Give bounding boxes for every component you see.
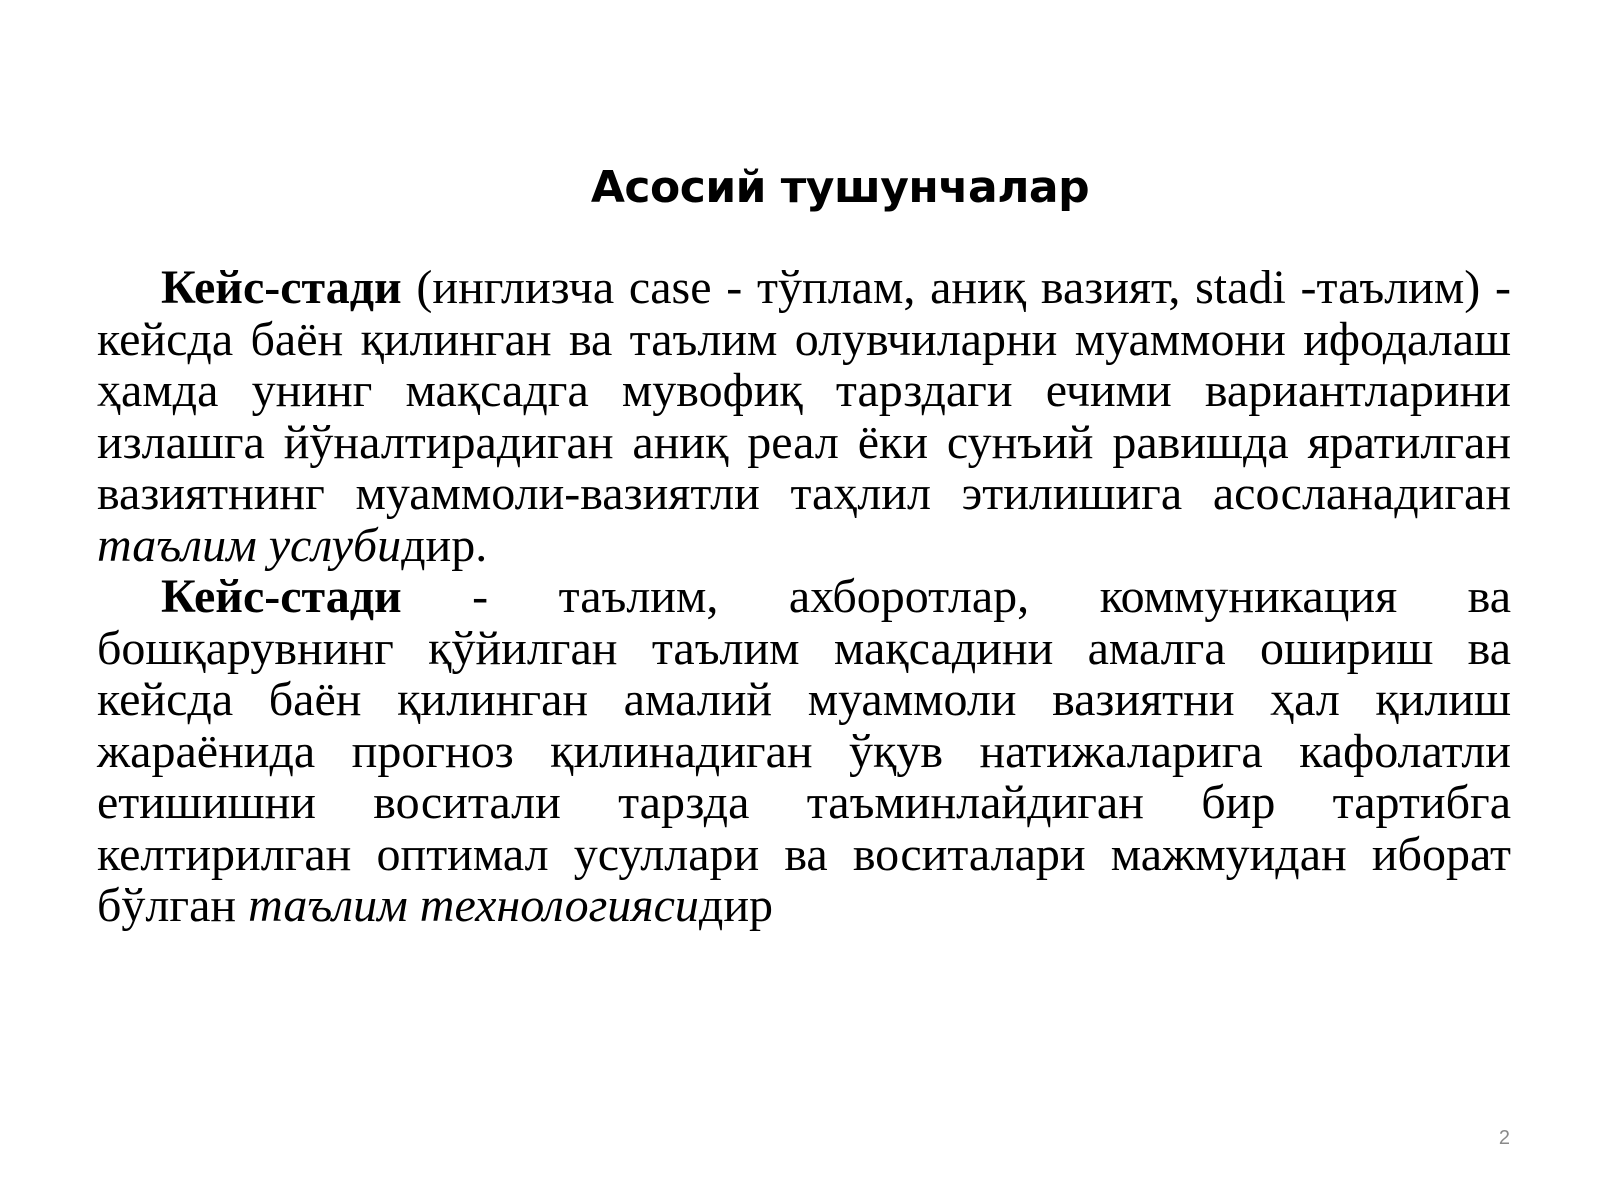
term-label: Кейс-стади <box>161 570 402 623</box>
emphasis-text: таълим технологияси <box>248 879 699 932</box>
paragraph-text: - таълим, ахборотлар, коммуникация ва бошқарувнинг қўйилган таълим мақсадини амалга ошириш ва кейсда баён қилинган амалий муаммоли вазиятни ҳал қилиш жараёнида прогноз қилинадиган ўқув натижаларига кафолатли етишишни воситали тарзда таъминлайдиган бир тартибга келтирилган оптимал усуллари ва воситалари мажмуидан иборат бўлган <box>97 570 1511 932</box>
slide-body <box>97 262 1511 932</box>
page-number: 2 <box>1498 1127 1510 1149</box>
slide-title: Асосий тушунчалар <box>590 162 1090 213</box>
paragraph-definition-1 <box>97 262 1511 571</box>
paragraph-text-end: дир <box>698 879 774 932</box>
paragraph-text: (инглизча case - тўплам, аниқ вазият, stadi -таълим) - кейсда баён қилинган ва таълим олувчиларни муаммони ифодалаш ҳамда унинг мақсадга мувофиқ тарздаги ечими вариантларини излашга йўналтирадиган аниқ реал ёки сунъий равишда яратилган вазиятнинг муаммоли-вазиятли таҳлил этилишига асосланадиган <box>97 261 1511 520</box>
term-label: Кейс-стади <box>161 261 402 314</box>
emphasis-text: таълим услуби <box>97 518 402 572</box>
paragraph-text-end: дир. <box>401 518 488 572</box>
paragraph-definition-2 <box>97 571 1511 932</box>
